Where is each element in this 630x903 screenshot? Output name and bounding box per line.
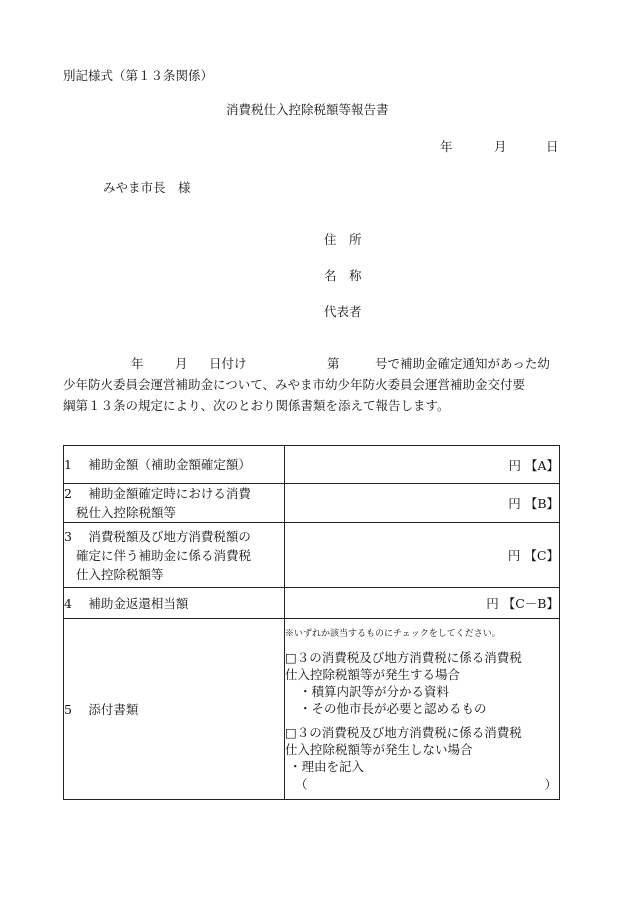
date-day-label: 日: [546, 139, 559, 154]
row-label: [64, 619, 285, 800]
amount-code: 【B】: [524, 496, 559, 511]
reason-input-field[interactable]: [285, 775, 559, 792]
attachment-option-1-item: ・その他市長が必要と認めるもの: [299, 700, 487, 716]
table-row: [64, 588, 560, 619]
amount-field-a[interactable]: [285, 446, 560, 484]
attachment-option-2-item: ・理由を記入: [289, 758, 365, 774]
row-label: [64, 446, 285, 484]
row-label-text: 仕入控除税額等: [76, 566, 164, 582]
row-label: [64, 484, 285, 523]
body-month: 月: [175, 356, 188, 371]
date-year-label: 年: [440, 139, 453, 154]
attachment-option-2-checkbox[interactable]: □３の消費税及び地方消費税に係る消費税: [285, 724, 522, 740]
body-day: 日付け: [209, 356, 247, 371]
report-table: [63, 445, 560, 800]
yen-label: 円: [508, 496, 521, 511]
yen-label: 円: [507, 548, 521, 563]
attachments-cell: [285, 619, 560, 800]
row-label-text: 2 補助金額確定時における消費: [64, 486, 251, 501]
body-paragraph-line-2: 少年防火委員会運営補助金について、みやま市幼少年防火委員会運営補助金交付要: [63, 377, 526, 392]
body-number-prefix: 第: [327, 356, 340, 371]
row-label-text: 4 補助金返還相当額: [64, 595, 189, 611]
amount-field-c[interactable]: [285, 523, 560, 588]
table-row: [64, 523, 560, 588]
body-notice-text: 号で補助金確定通知があった幼: [375, 356, 550, 371]
addressee: みやま市長 様: [103, 180, 191, 195]
amount-code: 【C－B】: [502, 596, 559, 611]
representative-label: 代表者: [324, 304, 362, 319]
row-label-text: 1 補助金額（補助金額確定額）: [64, 457, 251, 472]
date-month-label: 月: [494, 139, 507, 154]
attachments-note: ※いずれか該当するものにチェックをしてください。: [285, 628, 501, 639]
page-title: 消費税仕入控除税額等報告書: [226, 102, 389, 117]
amount-field-c-minus-b[interactable]: [285, 588, 560, 619]
address-label: 住 所: [324, 232, 362, 247]
attachment-option-1-text: 仕入控除税額等が発生する場合: [285, 666, 461, 682]
row-label-text: 3 消費税額及び地方消費税額の: [64, 528, 251, 544]
yen-label: 円: [508, 457, 521, 473]
body-year: 年: [131, 356, 144, 371]
row-label: [64, 523, 285, 588]
row-label: [64, 588, 285, 619]
table-row: [64, 619, 560, 800]
row-label-text: 5 添付書類: [64, 701, 139, 717]
amount-field-b[interactable]: [285, 484, 560, 523]
row-label-text: 税仕入控除税額等: [76, 505, 177, 520]
form-type-label: 別記様式（第１３条関係）: [63, 68, 214, 83]
attachment-option-1-checkbox[interactable]: □３の消費税及び地方消費税に係る消費税: [285, 649, 522, 665]
body-paragraph-line-3: 綱第１３条の規定により、次のとおり関係書類を添えて報告します。: [63, 398, 450, 413]
attachment-option-2-text: 仕入控除税額等が発生しない場合: [285, 741, 473, 757]
paren-open: （: [295, 776, 308, 792]
name-label: 名 称: [324, 268, 362, 283]
amount-code: 【A】: [524, 457, 559, 473]
yen-label: 円: [486, 596, 499, 611]
table-row: [64, 446, 560, 484]
row-label-text: 確定に伴う補助金に係る消費税: [76, 547, 252, 563]
amount-code: 【C】: [524, 548, 559, 563]
attachment-option-1-item: ・積算内訳等が分かる資料: [299, 683, 450, 699]
paren-close: ）: [544, 776, 557, 792]
table-row: [64, 484, 560, 523]
